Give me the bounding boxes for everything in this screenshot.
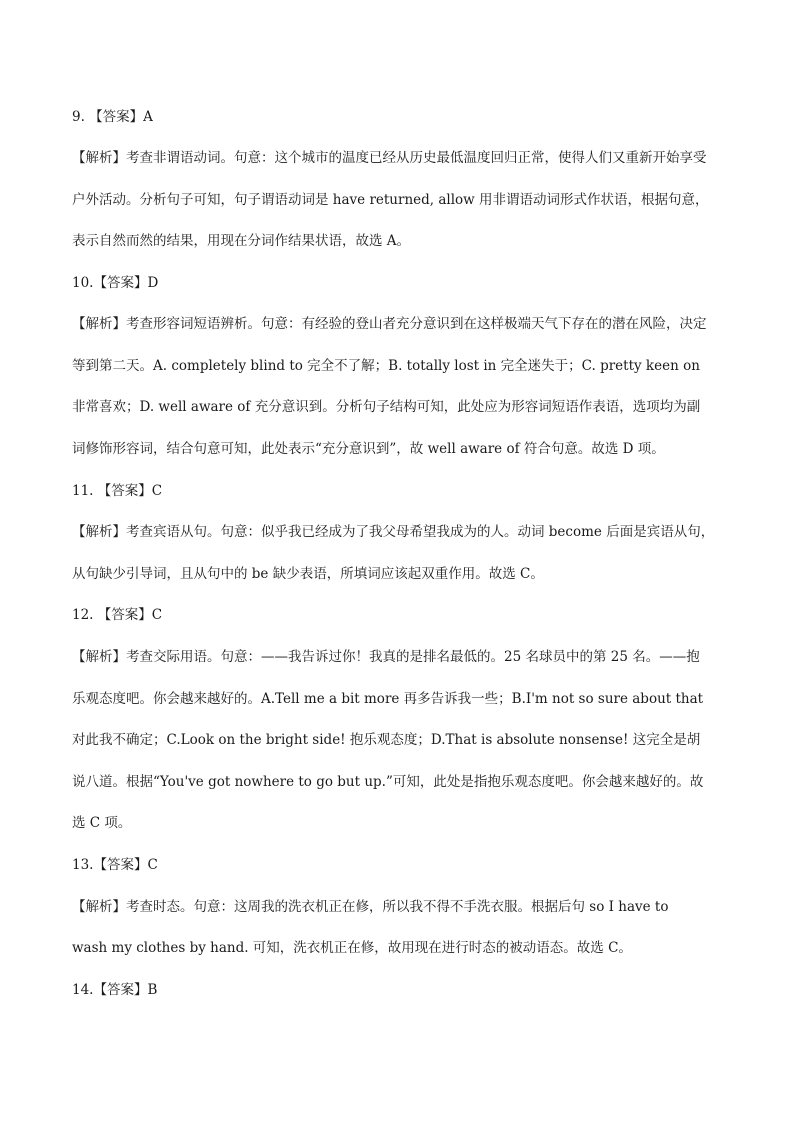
answer-12-explanation-line-1: 【解析】考查交际用语。句意：——我告诉过你！我真的是排名最低的。25 名球员中的第 25 名。——抱 <box>72 649 700 665</box>
answer-13-explanation-line-2: wash my clothes by hand. 可知，洗衣机正在修，故用现在进行时态的被动语态。故选 C。 <box>72 940 632 956</box>
answer-10-explanation-line-2: 等到第二天。A. completely blind to 完全不了解；B. totally lost in 完全迷失于；C. pretty keen on <box>72 358 700 374</box>
answer-12-explanation-line-2: 乐观态度吧。你会越来越好的。A.Tell me a bit more 再多告诉我一些；B.I'm not so sure about that <box>72 691 704 707</box>
answer-10-explanation-line-1: 【解析】考查形容词短语辨析。句意：有经验的登山者充分意识到在这样极端天气下存在的潜在风险，决定 <box>72 316 707 332</box>
answer-11-explanation-line-2: 从句缺少引导词，且从句中的 be 缺少表语，所填词应该起双重作用。故选 C。 <box>72 566 544 582</box>
answer-12-label: 12. 【答案】C <box>72 607 163 623</box>
answer-14-label: 14.【答案】B <box>72 982 158 998</box>
answer-12-explanation-line-3: 对此我不确定；C.Look on the bright side! 抱乐观态度；D.That is absolute nonsense! 这完全是胡 <box>72 732 701 748</box>
answer-9-explanation-line-1: 【解析】考查非谓语动词。句意：这个城市的温度已经从历史最低温度回归正常，使得人们又重新开始享受 <box>72 150 707 166</box>
answer-9-label: 9. 【答案】A <box>72 109 153 125</box>
answer-13-label: 13.【答案】C <box>72 857 158 873</box>
answer-11-label: 11. 【答案】C <box>72 483 163 499</box>
answer-10-explanation-line-3: 非常喜欢；D. well aware of 充分意识到。分析句子结构可知，此处应为形容词短语作表语，选项均为副 <box>72 399 701 415</box>
answer-9-explanation-line-3: 表示自然而然的结果，用现在分词作结果状语，故选 A。 <box>72 233 411 249</box>
answer-13-explanation-line-1: 【解析】考查时态。句意：这周我的洗衣机正在修，所以我不得不手洗衣服。根据后句 so I have to <box>72 899 669 915</box>
answer-9-explanation-line-2: 户外活动。分析句子可知，句子谓语动词是 have returned, allow 用非谓语动词形式作状语，根据句意， <box>72 192 709 208</box>
answer-12-explanation-line-5: 选 C 项。 <box>72 815 132 831</box>
answer-12-explanation-line-4: 说八道。根据“You've got nowhere to go but up.”可知，此处是指抱乐观态度吧。你会越来越好的。故 <box>72 774 704 790</box>
answer-10-label: 10.【答案】D <box>72 275 159 291</box>
answer-10-explanation-line-4: 词修饰形容词，结合句意可知，此处表示“充分意识到”，故 well aware of 符合句意。故选 D 项。 <box>72 441 665 457</box>
answer-11-explanation-line-1: 【解析】考查宾语从句。句意：似乎我已经成为了我父母希望我成为的人。动词 become 后面是宾语从句， <box>72 524 715 540</box>
